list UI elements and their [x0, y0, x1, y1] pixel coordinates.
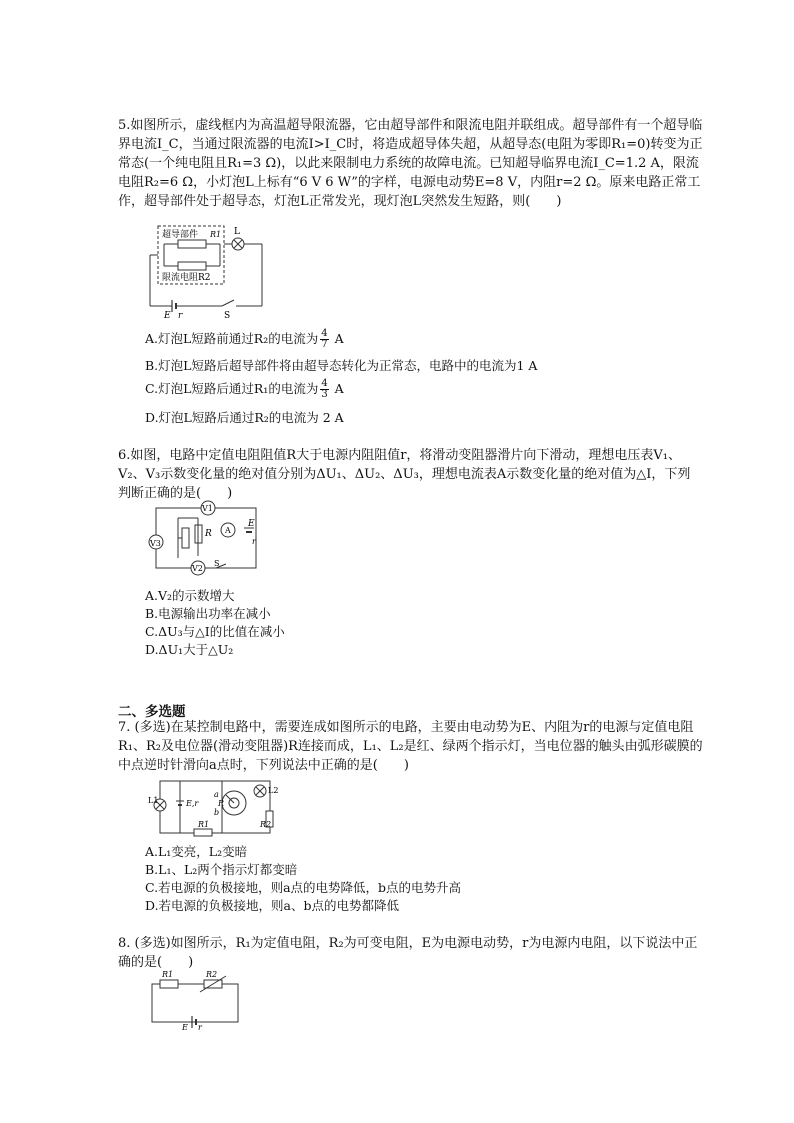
q5-option-a[interactable]: A.灯泡L短路前通过R₂的电流为 $\frac{4}{7}$ A: [145, 328, 344, 350]
question-5-stem: 5.如图所示，虚线框内为高温超导限流器，它由超导部件和限流电阻并联组成。超导部件有一个超导临界电流I_C，当通过限流器的电流I>I_C时，将造成超导体失超，从超导态(电阻为零即R₁=0)转变为正常态(一个纯电阻且R₁=3 Ω)，以此来限制电力系统的故障电流。已知超导临界电流I_C=1.2 A，限流电阻R₂=6 Ω，小灯泡L上标有“6 V 6 W”的字样，电源电动势E=8 V，内阻r=2 Ω。原来电路正常工作，超导部件处于超导态，灯泡L正常发光，现灯泡L突然发生短路，则( ): [118, 118, 703, 209]
label-r1: R1: [198, 820, 210, 829]
label-e: E: [182, 1023, 188, 1032]
rheostat: [182, 528, 189, 548]
q6-option-d[interactable]: D.ΔU₁大于△U₂: [145, 642, 234, 657]
question-7: [118, 718, 703, 775]
label-r2: R2: [260, 820, 272, 829]
label-switch: S: [224, 311, 231, 321]
label-v2: V2: [192, 564, 203, 573]
circuit-figure-q8: [148, 970, 243, 1030]
q5-option-c-text: C.灯泡L短路后通过R₁的电流为: [145, 381, 319, 396]
label-a: A: [225, 526, 231, 535]
label-limit-resistor: 限流电阻R2: [162, 273, 211, 283]
label-a: a: [214, 790, 219, 799]
q7-option-d[interactable]: D.若电源的负极接地，则a、b点的电势都降低: [145, 898, 400, 913]
q6-option-c[interactable]: C.ΔU₃与△I的比值在减小: [145, 624, 285, 639]
question-6: [118, 446, 703, 503]
label-r2: R2: [206, 970, 218, 979]
label-r1: R1: [162, 970, 174, 979]
label-r: R: [218, 799, 225, 808]
label-v3: V3: [150, 539, 161, 548]
q5-option-d[interactable]: D.灯泡L短路后通过R₂的电流为 2 A: [145, 410, 344, 425]
label-b: b: [214, 808, 220, 817]
label-s: S: [214, 559, 220, 568]
label-er: E,r: [186, 799, 199, 808]
resistor-r1: [178, 240, 206, 248]
q7-option-c[interactable]: C.若电源的负极接地，则a点的电势降低，b点的电势升高: [145, 880, 462, 895]
switch-icon: [222, 300, 234, 306]
section-heading: 二、多选题: [118, 704, 186, 720]
label-e: E: [248, 519, 255, 529]
resistor-r1: [194, 829, 212, 836]
label-internal-r: r: [178, 311, 183, 321]
label-r1: R1: [210, 230, 222, 239]
question-8-stem: 8. (多选)如图所示，R₁为定值电阻，R₂为可变电阻，E为电源电动势，r为电源内电阻，以下说法中正确的是( ): [118, 936, 698, 970]
question-5: [118, 116, 703, 211]
label-r-int: r: [252, 537, 256, 546]
q7-option-a[interactable]: A.L₁变亮，L₂变暗: [145, 844, 248, 859]
circuit-figure-q6: [148, 500, 263, 580]
resistor-r2: [178, 262, 206, 270]
question-6-stem: 6.如图，电路中定值电阻阻值R大于电源内阻阻值r，将滑动变阻器滑片向下滑动，理想电压表V₁、V₂、V₃示数变化量的绝对值分别为ΔU₁、ΔU₂、ΔU₃，理想电流表A示数变化量的绝对值为△I，下列判断正确的是( ): [118, 448, 691, 501]
label-v1: V1: [202, 504, 213, 513]
label-superconductor: 超导部件: [162, 230, 199, 240]
resistor-r1: [160, 980, 178, 988]
circuit-figure-q5: [150, 222, 270, 322]
label-l1: L1: [148, 796, 159, 805]
q7-option-b[interactable]: B.L₁、L₂两个指示灯都变暗: [145, 862, 298, 877]
circuit-figure-q7: [148, 775, 283, 840]
label-emf: E: [164, 311, 171, 321]
fraction: $\frac{4}{3}$: [321, 378, 328, 400]
q5-option-b[interactable]: B.灯泡L短路后超导部件将由超导态转化为正常态，电路中的电流为1 A: [145, 358, 538, 373]
q5-option-a-text: A.灯泡L短路前通过R₂的电流为: [145, 331, 319, 346]
q5-option-c[interactable]: C.灯泡L短路后通过R₁的电流为 $\frac{4}{3}$ A: [145, 378, 344, 400]
label-r: r: [198, 1023, 202, 1032]
label-lamp: L: [234, 227, 240, 237]
q6-option-a[interactable]: A.V₂的示数增大: [145, 588, 235, 603]
q6-option-b[interactable]: B.电源输出功率在减小: [145, 606, 271, 621]
label-l2: L2: [268, 786, 279, 795]
label-r: R: [205, 529, 212, 539]
question-8: [118, 934, 703, 972]
question-7-stem: 7. (多选)在某控制电路中，需要连成如图所示的电路，主要由电动势为E、内阻为r的电源与定值电阻R₁、R₂及电位器(滑动变阻器)R连接而成，L₁、L₂是红、绿两个指示灯，当电位器的触头由弧形碳膜的中点逆时针滑向a点时，下列说法中正确的是( ): [118, 720, 703, 773]
fraction: $\frac{4}{7}$: [321, 328, 328, 350]
